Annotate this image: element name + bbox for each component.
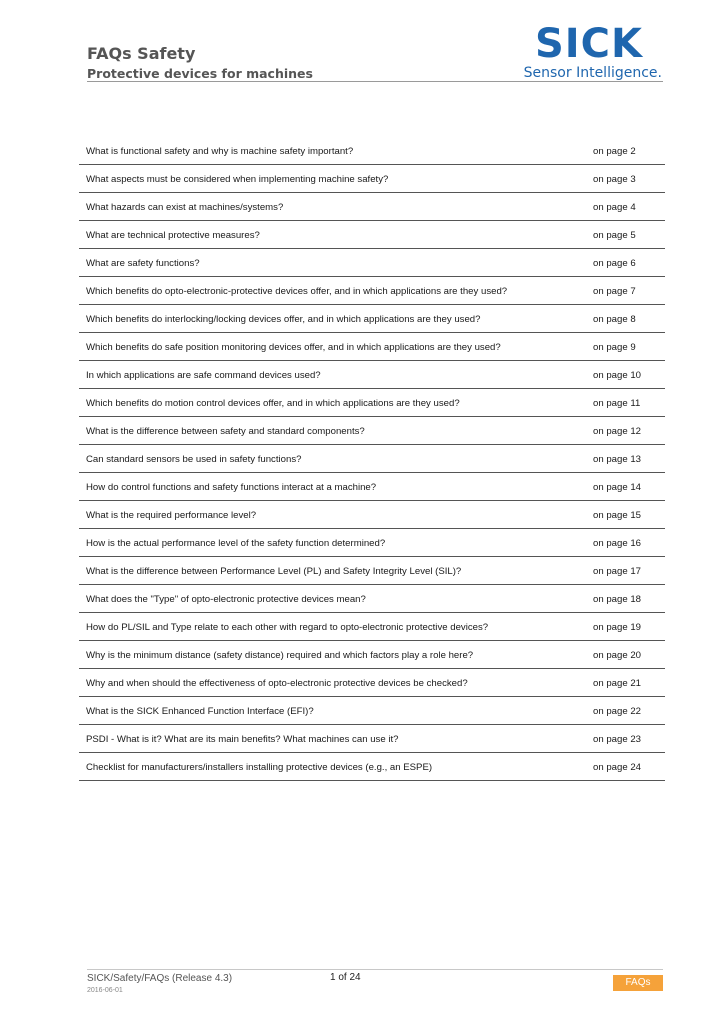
toc-page-reference[interactable]: on page 24 xyxy=(593,762,642,773)
toc-page-reference[interactable]: on page 9 xyxy=(593,342,636,353)
toc-page-reference[interactable]: on page 23 xyxy=(593,734,642,745)
toc-question[interactable]: Which benefits do interlocking/locking devices offer, and in which applications are they used? xyxy=(86,314,481,325)
toc-page-reference[interactable]: on page 11 xyxy=(593,398,641,409)
toc-question[interactable]: How is the actual performance level of the safety function determined? xyxy=(86,538,386,549)
toc-question[interactable]: What hazards can exist at machines/systems? xyxy=(86,202,284,213)
toc-row[interactable] xyxy=(79,277,665,305)
toc-row[interactable] xyxy=(79,697,665,725)
toc-page-reference[interactable]: on page 2 xyxy=(593,146,636,157)
toc-row[interactable] xyxy=(79,473,665,501)
toc-page-reference[interactable]: on page 3 xyxy=(593,174,636,185)
toc-question[interactable]: What is the difference between safety and standard components? xyxy=(86,426,365,437)
toc-question[interactable]: Which benefits do motion control devices offer, and in which applications are they used? xyxy=(86,398,460,409)
footer-document-id: SICK/Safety/FAQs (Release 4.3) xyxy=(87,973,233,984)
toc-row[interactable] xyxy=(79,557,665,585)
toc-row[interactable] xyxy=(79,249,665,277)
toc-page-reference[interactable]: on page 14 xyxy=(593,482,642,493)
toc-question[interactable]: What is the difference between Performance Level (PL) and Safety Integrity Level (SIL)? xyxy=(86,566,462,577)
toc-page-reference[interactable]: on page 10 xyxy=(593,370,642,381)
header-divider xyxy=(87,81,663,82)
toc-page-reference[interactable]: on page 19 xyxy=(593,622,642,633)
toc-question[interactable]: What is functional safety and why is machine safety important? xyxy=(86,146,354,157)
toc-page-reference[interactable]: on page 12 xyxy=(593,426,642,437)
toc-question[interactable]: What aspects must be considered when implementing machine safety? xyxy=(86,174,389,185)
toc-row[interactable] xyxy=(79,613,665,641)
toc-page-reference[interactable]: on page 5 xyxy=(593,230,636,241)
toc-page-reference[interactable]: on page 15 xyxy=(593,510,642,521)
page-header xyxy=(87,0,663,83)
toc-row[interactable] xyxy=(79,305,665,333)
toc-page-reference[interactable]: on page 17 xyxy=(593,566,642,577)
toc-question[interactable]: What are safety functions? xyxy=(86,258,200,269)
toc-question[interactable]: Why and when should the effectiveness of opto-electronic protective devices be checked? xyxy=(86,678,468,689)
document-subtitle: Protective devices for machines xyxy=(87,66,313,81)
toc-row[interactable] xyxy=(79,529,665,557)
toc-question[interactable]: Which benefits do safe position monitoring devices offer, and in which applications are they used? xyxy=(86,342,501,353)
toc-page-reference[interactable]: on page 13 xyxy=(593,454,642,465)
toc-row[interactable] xyxy=(79,669,665,697)
footer-page-number: 1 of 24 xyxy=(330,972,361,983)
sick-logo: SICK xyxy=(534,21,643,67)
toc-question[interactable]: PSDI - What is it? What are its main benefits? What machines can use it? xyxy=(86,734,399,745)
toc-page-reference[interactable]: on page 21 xyxy=(593,678,642,689)
toc-row[interactable] xyxy=(79,389,665,417)
toc-question[interactable]: What is the required performance level? xyxy=(86,510,257,521)
toc-question[interactable]: Which benefits do opto-electronic-protective devices offer, and in which applications are they used? xyxy=(86,286,508,297)
toc-page-reference[interactable]: on page 6 xyxy=(593,258,636,269)
toc-row[interactable] xyxy=(79,641,665,669)
document-title: FAQs Safety xyxy=(87,44,196,63)
faqs-badge: FAQs xyxy=(613,975,663,991)
footer-divider xyxy=(87,969,663,970)
toc-question[interactable]: What are technical protective measures? xyxy=(86,230,260,241)
toc-page-reference[interactable]: on page 4 xyxy=(593,202,636,213)
toc-row[interactable] xyxy=(79,137,665,165)
toc-page-reference[interactable]: on page 8 xyxy=(593,314,636,325)
toc-page-reference[interactable]: on page 16 xyxy=(593,538,642,549)
toc-row[interactable] xyxy=(79,585,665,613)
toc-question[interactable]: Checklist for manufacturers/installers installing protective devices (e.g., an ESPE) xyxy=(86,762,433,773)
toc-question[interactable]: What is the SICK Enhanced Function Interface (EFI)? xyxy=(86,706,314,717)
toc-page-reference[interactable]: on page 22 xyxy=(593,706,642,717)
toc-row[interactable] xyxy=(79,361,665,389)
toc-question[interactable]: Why is the minimum distance (safety distance) required and which factors play a role here? xyxy=(86,650,474,661)
toc-row[interactable] xyxy=(79,333,665,361)
toc-question[interactable]: Can standard sensors be used in safety functions? xyxy=(86,454,302,465)
toc-row[interactable] xyxy=(79,501,665,529)
toc-question[interactable]: What does the "Type" of opto-electronic protective devices mean? xyxy=(86,594,366,605)
toc-row[interactable] xyxy=(79,221,665,249)
toc-row[interactable] xyxy=(79,193,665,221)
toc-question[interactable]: How do control functions and safety functions interact at a machine? xyxy=(86,482,377,493)
footer-date: 2016-06-01 xyxy=(87,987,123,994)
toc-page-reference[interactable]: on page 20 xyxy=(593,650,642,661)
faq-table-of-contents xyxy=(79,137,665,781)
toc-row[interactable] xyxy=(79,753,665,781)
toc-question[interactable]: In which applications are safe command devices used? xyxy=(86,370,321,381)
toc-row[interactable] xyxy=(79,417,665,445)
toc-row[interactable] xyxy=(79,445,665,473)
toc-row[interactable] xyxy=(79,165,665,193)
toc-row[interactable] xyxy=(79,725,665,753)
toc-question[interactable]: How do PL/SIL and Type relate to each other with regard to opto-electronic protective devices? xyxy=(86,622,489,633)
toc-page-reference[interactable]: on page 18 xyxy=(593,594,642,605)
logo-tagline: Sensor Intelligence. xyxy=(523,65,662,81)
toc-page-reference[interactable]: on page 7 xyxy=(593,286,636,297)
